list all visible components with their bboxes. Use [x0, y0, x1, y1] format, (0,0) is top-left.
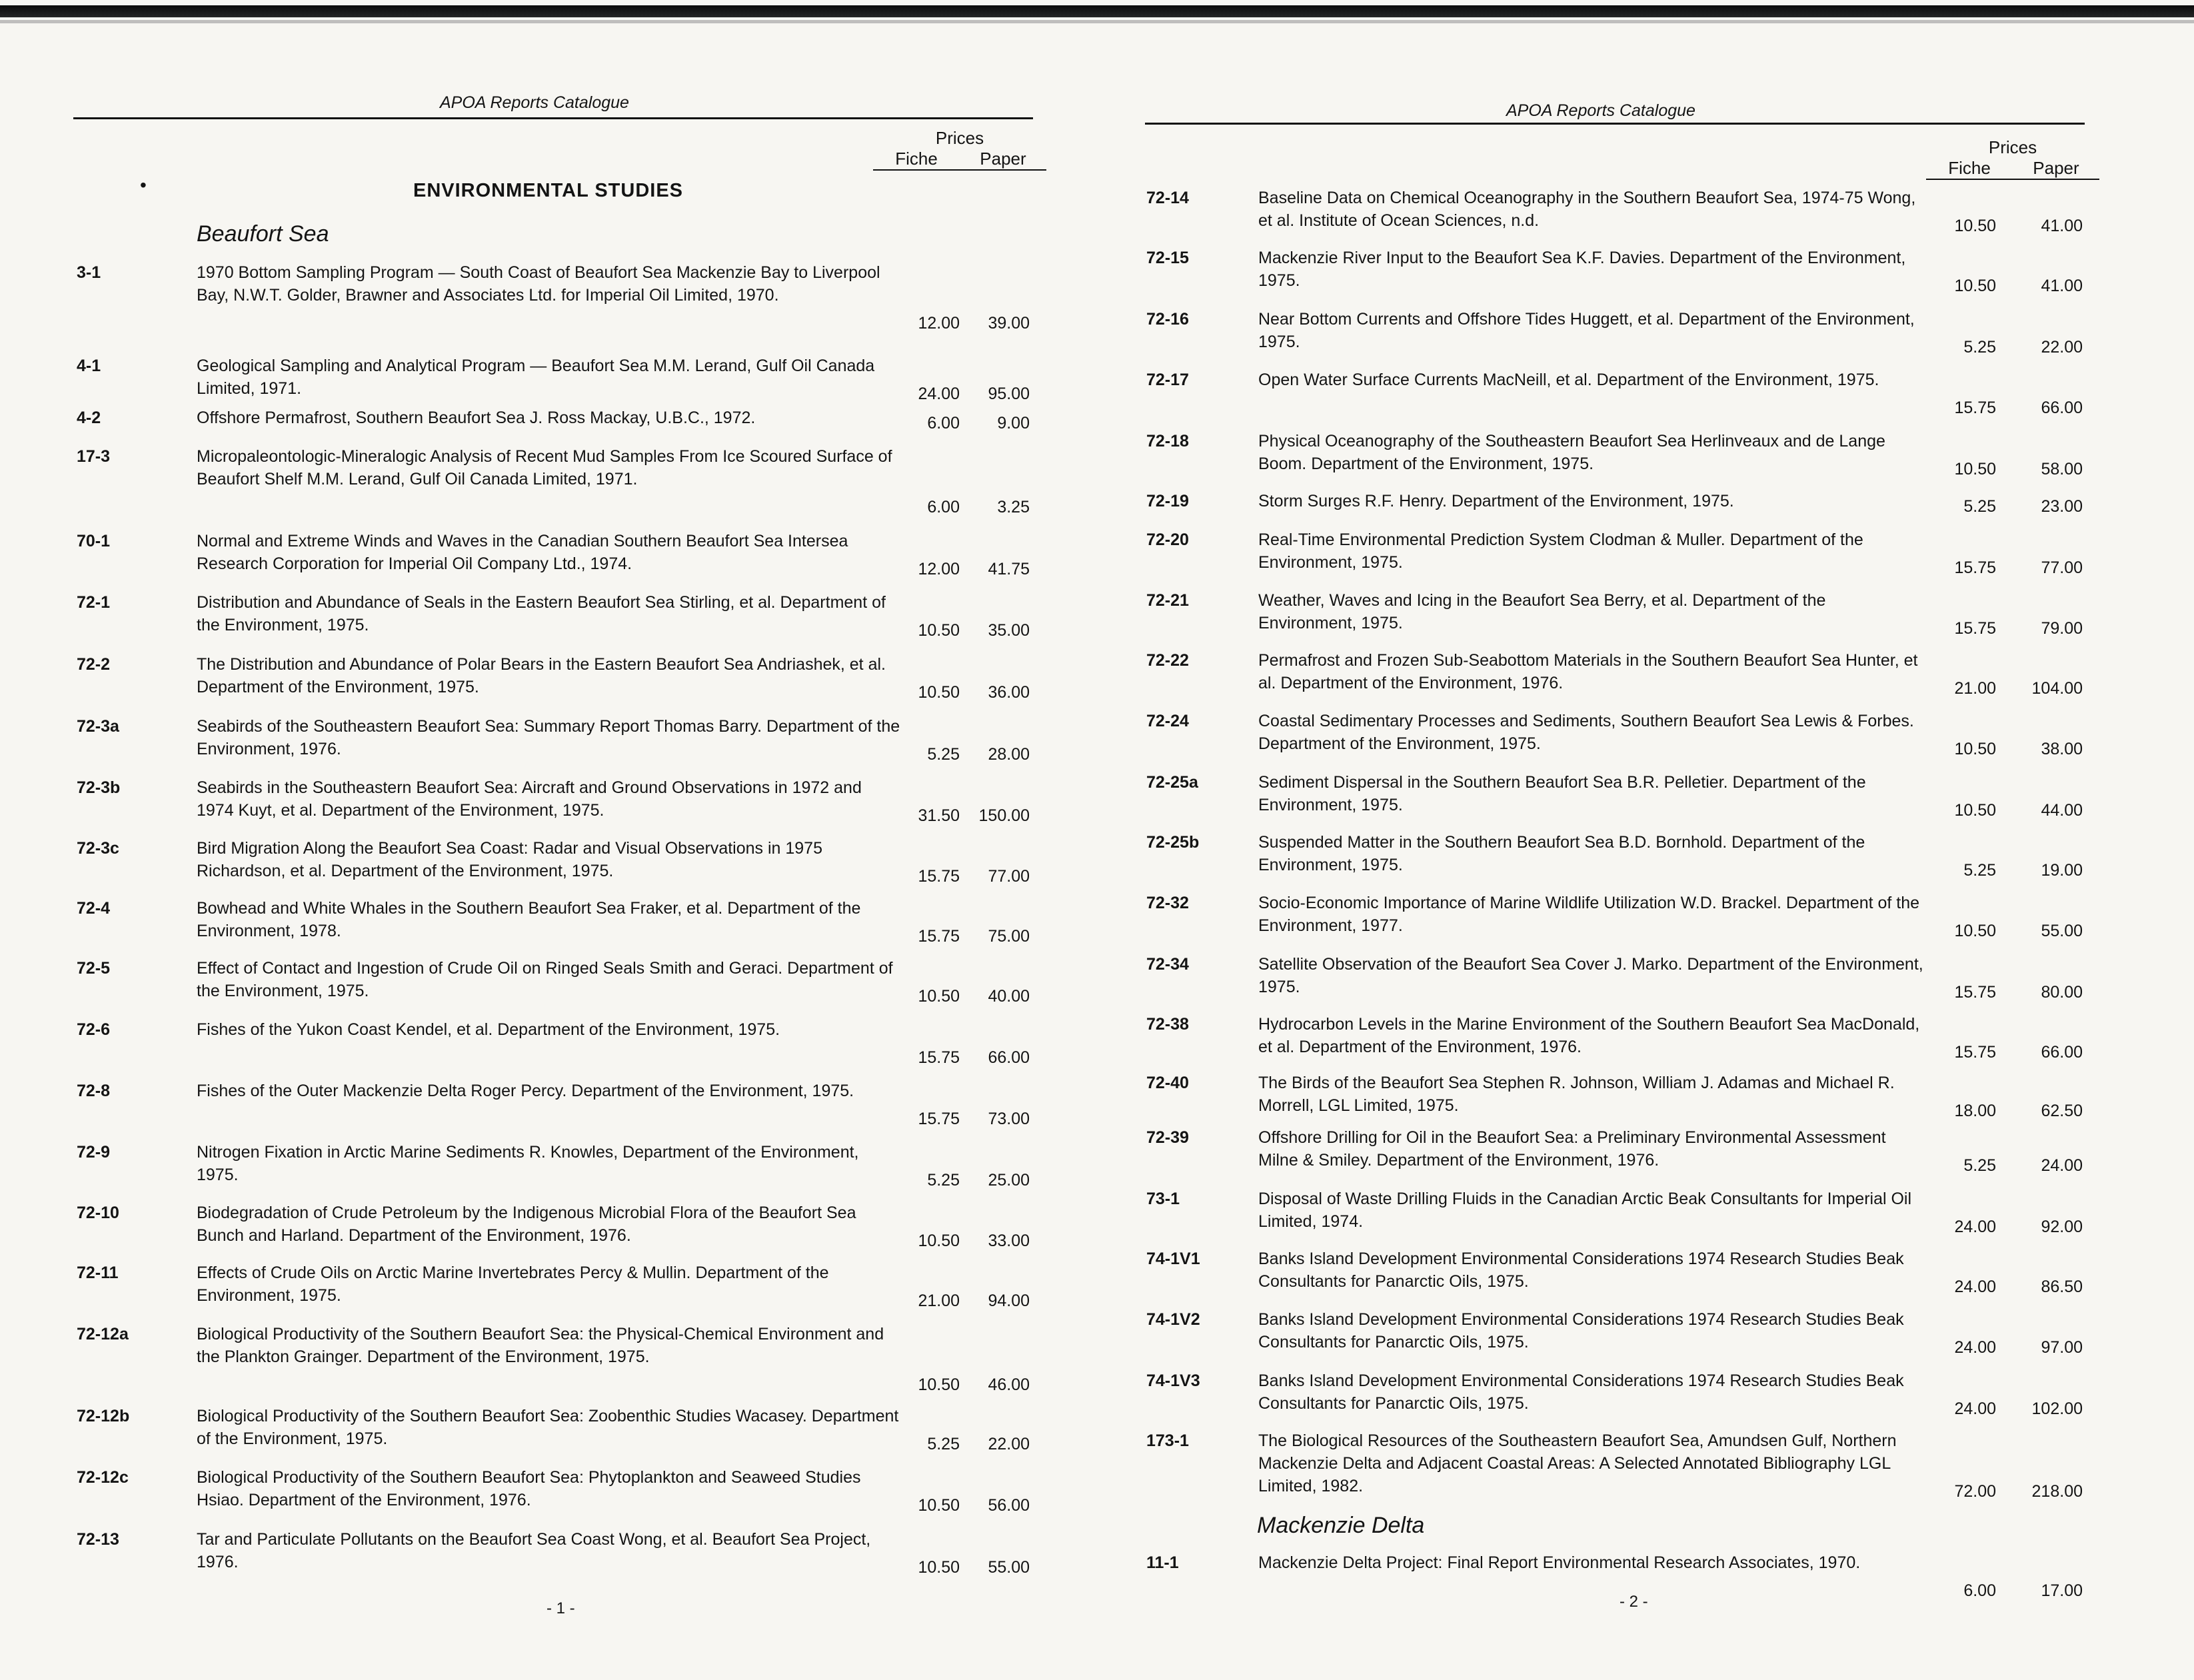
- fiche-price: 5.25: [927, 1435, 960, 1453]
- report-code: 17-3: [77, 447, 111, 466]
- report-title: Near Bottom Currents and Offshore Tides Huggett, et al. Department of the Environment, 1975.: [1258, 310, 1915, 351]
- fiche-price: 15.75: [918, 867, 960, 886]
- report-title: Weather, Waves and Icing in the Beaufort Sea Berry, et al. Department of the Environment, 1975.: [1258, 591, 1826, 632]
- report-code: 74-1V3: [1146, 1371, 1200, 1390]
- subsection-title: Beaufort Sea: [197, 221, 329, 247]
- prices-header: [873, 128, 1046, 171]
- fiche-price: 10.50: [918, 987, 960, 1006]
- report-code: 72-39: [1146, 1128, 1189, 1147]
- subsection-title: Mackenzie Delta: [1257, 1513, 1425, 1538]
- fiche-price: 24.00: [918, 385, 960, 403]
- report-code: 72-34: [1146, 955, 1189, 974]
- paper-price: 94.00: [988, 1291, 1030, 1310]
- fiche-price: 15.75: [1954, 983, 1996, 1002]
- report-code: 72-38: [1146, 1015, 1189, 1034]
- fiche-price: 10.50: [918, 1496, 960, 1515]
- report-title: Seabirds in the Southeastern Beaufort Sea: Aircraft and Ground Observations in 1972 and 1974 Kuyt, et al. Department of the Environment, 1975.: [197, 778, 862, 820]
- fiche-price: 10.50: [918, 621, 960, 640]
- report-code: 72-4: [77, 899, 111, 918]
- report-title: Coastal Sedimentary Processes and Sediments, Southern Beaufort Sea Lewis & Forbes. Department of the Environment, 1975.: [1258, 712, 1914, 753]
- report-code: 72-5: [77, 959, 111, 978]
- paper-price: 58.00: [2041, 460, 2083, 478]
- paper-price: 56.00: [988, 1496, 1030, 1515]
- report-title: Socio-Economic Importance of Marine Wildlife Utilization W.D. Brackel. Department of the Environment, 1977.: [1258, 894, 1920, 935]
- report-title: Baseline Data on Chemical Oceanography in the Southern Beaufort Sea, 1974-75 Wong, et al. Institute of Ocean Sciences, n.d.: [1258, 189, 1916, 230]
- fiche-price: 12.00: [918, 314, 960, 333]
- report-title: Bowhead and White Whales in the Southern Beaufort Sea Fraker, et al. Department of the Environment, 1978.: [197, 899, 861, 940]
- paper-price: 41.00: [2041, 217, 2083, 235]
- report-code: 72-2: [77, 655, 111, 674]
- fiche-price: 10.50: [918, 1558, 960, 1577]
- report-title: The Birds of the Beaufort Sea Stephen R. Johnson, William J. Adamas and Michael R. Morrell, LGL Limited, 1975.: [1258, 1074, 1895, 1115]
- report-title: Permafrost and Frozen Sub-Seabottom Materials in the Southern Beaufort Sea Hunter, et al. Department of the Environment, 1976.: [1258, 651, 1918, 692]
- fiche-price: 15.75: [1954, 399, 1996, 417]
- report-code: 72-22: [1146, 651, 1189, 670]
- paper-price: 24.00: [2041, 1156, 2083, 1175]
- report-title: Offshore Drilling for Oil in the Beaufort Sea: a Preliminary Environmental Assessment Milne & Smiley. Department of the Environment, 1976.: [1258, 1128, 1886, 1170]
- prices-label: Prices: [1988, 137, 2037, 157]
- fiche-price: 24.00: [1954, 1218, 1996, 1236]
- paper-price: 19.00: [2041, 861, 2083, 880]
- report-title: Distribution and Abundance of Seals in the Eastern Beaufort Sea Stirling, et al. Department of the Environment, 1975.: [197, 593, 886, 634]
- report-code: 72-1: [77, 593, 111, 612]
- report-code: 74-1V2: [1146, 1310, 1200, 1329]
- fiche-price: 6.00: [1963, 1581, 1996, 1600]
- report-code: 4-2: [77, 409, 101, 427]
- paper-price: 79.00: [2041, 619, 2083, 638]
- paper-price: 33.00: [988, 1232, 1030, 1250]
- report-title: Disposal of Waste Drilling Fluids in the Canadian Arctic Beak Consultants for Imperial Oil Limited, 1974.: [1258, 1190, 1912, 1231]
- fiche-price: 15.75: [1954, 619, 1996, 638]
- fiche-price: 15.75: [918, 927, 960, 946]
- paper-price: 28.00: [988, 745, 1030, 764]
- report-code: 72-17: [1146, 371, 1189, 389]
- fiche-price: 5.25: [1963, 497, 1996, 516]
- report-title: Biological Productivity of the Southern Beaufort Sea: Phytoplankton and Seaweed Studies Hsiao. Department of the Environment, 1976.: [197, 1468, 861, 1509]
- paper-price: 55.00: [988, 1558, 1030, 1577]
- report-title: Suspended Matter in the Southern Beaufort Sea B.D. Bornhold. Department of the Environment, 1975.: [1258, 833, 1865, 874]
- paper-price: 66.00: [988, 1048, 1030, 1067]
- header-rule: [73, 117, 1033, 119]
- paper-price: 95.00: [988, 385, 1030, 403]
- paper-price: 102.00: [2031, 1399, 2083, 1418]
- running-title: APOA Reports Catalogue: [1506, 101, 1695, 120]
- fiche-price: 5.25: [927, 1171, 960, 1190]
- report-code: 72-3a: [77, 717, 119, 736]
- paper-price: 41.00: [2041, 277, 2083, 295]
- report-code: 11-1: [1146, 1553, 1179, 1572]
- report-code: 173-1: [1146, 1431, 1189, 1450]
- report-title: Satellite Observation of the Beaufort Sea Cover J. Marko. Department of the Environment, 1975.: [1258, 955, 1923, 996]
- report-title: Real-Time Environmental Prediction System Clodman & Muller. Department of the Environment, 1975.: [1258, 530, 1863, 572]
- paper-price: 38.00: [2041, 740, 2083, 758]
- fiche-price: 15.75: [1954, 558, 1996, 577]
- report-code: 72-10: [77, 1204, 119, 1222]
- report-code: 72-40: [1146, 1074, 1189, 1092]
- report-title: Seabirds of the Southeastern Beaufort Sea: Summary Report Thomas Barry. Department of the Environment, 1976.: [197, 717, 900, 758]
- report-code: 72-24: [1146, 712, 1189, 730]
- report-title: 1970 Bottom Sampling Program — South Coast of Beaufort Sea Mackenzie Bay to Liverpool Bay, N.W.T. Golder, Brawner and Associates Ltd. for Imperial Oil Limited, 1970.: [197, 263, 880, 305]
- fiche-price: 10.50: [918, 1375, 960, 1394]
- running-title: APOA Reports Catalogue: [440, 93, 629, 112]
- report-code: 72-8: [77, 1082, 111, 1100]
- paper-price: 39.00: [988, 314, 1030, 333]
- report-title: Sediment Dispersal in the Southern Beaufort Sea B.R. Pelletier. Department of the Environment, 1975.: [1258, 773, 1866, 814]
- fiche-price: 24.00: [1954, 1399, 1996, 1418]
- scan-edge-line: [0, 20, 2194, 23]
- scan-edge-bar: [0, 5, 2194, 17]
- paper-price: 44.00: [2041, 801, 2083, 820]
- paper-price: 66.00: [2041, 399, 2083, 417]
- report-code: 70-1: [77, 532, 111, 550]
- section-title: ENVIRONMENTAL STUDIES: [413, 180, 684, 201]
- report-code: 4-1: [77, 357, 101, 375]
- report-title: Nitrogen Fixation in Arctic Marine Sediments R. Knowles, Department of the Environment, 1975.: [197, 1143, 859, 1184]
- fiche-price: 15.75: [918, 1048, 960, 1067]
- report-title: Mackenzie Delta Project: Final Report Environmental Research Associates, 1970.: [1258, 1553, 1861, 1572]
- fiche-price: 10.50: [1954, 277, 1996, 295]
- page-number: - 1 -: [547, 1599, 575, 1617]
- paper-price: 25.00: [988, 1171, 1030, 1190]
- paper-price: 22.00: [988, 1435, 1030, 1453]
- report-code: 72-15: [1146, 249, 1189, 267]
- paper-price: 3.25: [997, 498, 1030, 516]
- report-title: Biological Productivity of the Southern Beaufort Sea: the Physical-Chemical Environment and the Plankton Grainger. Department of the Environment, 1975.: [197, 1325, 884, 1366]
- report-code: 72-19: [1146, 492, 1189, 510]
- report-code: 72-32: [1146, 894, 1189, 912]
- report-title: Open Water Surface Currents MacNeill, et al. Department of the Environment, 1975.: [1258, 371, 1879, 389]
- paper-price: 40.00: [988, 987, 1030, 1006]
- paper-price: 80.00: [2041, 983, 2083, 1002]
- report-code: 72-25a: [1146, 773, 1198, 792]
- paper-price: 9.00: [997, 414, 1030, 432]
- report-code: 72-12b: [77, 1407, 130, 1425]
- paper-price: 218.00: [2031, 1482, 2083, 1501]
- page-number: - 2 -: [1620, 1593, 1648, 1611]
- report-code: 72-25b: [1146, 833, 1200, 852]
- paper-price: 35.00: [988, 621, 1030, 640]
- header-rule: [1145, 123, 2085, 125]
- scan-speck: •: [140, 175, 147, 195]
- fiche-price: 6.00: [927, 414, 960, 432]
- report-title: Fishes of the Yukon Coast Kendel, et al. Department of the Environment, 1975.: [197, 1020, 780, 1039]
- report-code: 72-9: [77, 1143, 111, 1162]
- report-title: The Biological Resources of the Southeastern Beaufort Sea, Amundsen Gulf, Northern Mackenzie Delta and Adjacent Coastal Areas: A Selected Annotated Bibliography LGL Limited, 1982.: [1258, 1431, 1897, 1495]
- paper-price: 23.00: [2041, 497, 2083, 516]
- fiche-price: 10.50: [1954, 740, 1996, 758]
- report-title: Geological Sampling and Analytical Program — Beaufort Sea M.M. Lerand, Gulf Oil Canada Limited, 1971.: [197, 357, 875, 398]
- paper-label: Paper: [980, 149, 1026, 169]
- fiche-price: 24.00: [1954, 1277, 1996, 1296]
- fiche-price: 21.00: [918, 1291, 960, 1310]
- report-title: Offshore Permafrost, Southern Beaufort Sea J. Ross Mackay, U.B.C., 1972.: [197, 409, 756, 427]
- fiche-price: 10.50: [918, 1232, 960, 1250]
- report-title: Banks Island Development Environmental Considerations 1974 Research Studies Beak Consultants for Panarctic Oils, 1975.: [1258, 1250, 1904, 1291]
- paper-price: 36.00: [988, 683, 1030, 702]
- fiche-price: 15.75: [1954, 1043, 1996, 1062]
- fiche-price: 5.25: [1963, 1156, 1996, 1175]
- paper-price: 17.00: [2041, 1581, 2083, 1600]
- report-code: 72-21: [1146, 591, 1189, 610]
- fiche-price: 5.25: [1963, 861, 1996, 880]
- prices-label: Prices: [935, 128, 984, 148]
- fiche-price: 5.25: [927, 745, 960, 764]
- fiche-price: 10.50: [1954, 460, 1996, 478]
- fiche-price: 10.50: [1954, 801, 1996, 820]
- report-title: Bird Migration Along the Beaufort Sea Coast: Radar and Visual Observations in 1975 Richardson, et al. Department of the Environment, 1975.: [197, 839, 822, 880]
- fiche-price: 18.00: [1954, 1102, 1996, 1120]
- report-code: 72-3c: [77, 839, 119, 858]
- report-code: 72-20: [1146, 530, 1189, 549]
- paper-price: 92.00: [2041, 1218, 2083, 1236]
- fiche-price: 15.75: [918, 1110, 960, 1128]
- paper-price: 77.00: [2041, 558, 2083, 577]
- report-code: 72-18: [1146, 432, 1189, 450]
- paper-price: 150.00: [978, 806, 1030, 825]
- fiche-price: 6.00: [927, 498, 960, 516]
- paper-price: 22.00: [2041, 338, 2083, 357]
- report-code: 73-1: [1146, 1190, 1180, 1208]
- report-title: Effects of Crude Oils on Arctic Marine Invertebrates Percy & Mullin. Department of the Environment, 1975.: [197, 1263, 829, 1305]
- report-code: 72-11: [77, 1263, 119, 1282]
- report-title: Storm Surges R.F. Henry. Department of the Environment, 1975.: [1258, 492, 1734, 510]
- report-title: The Distribution and Abundance of Polar Bears in the Eastern Beaufort Sea Andriashek, et al. Department of the Environment, 1975.: [197, 655, 886, 696]
- fiche-price: 5.25: [1963, 338, 1996, 357]
- prices-header: [1926, 137, 2099, 180]
- report-code: 72-14: [1146, 189, 1189, 207]
- report-title: Hydrocarbon Levels in the Marine Environment of the Southern Beaufort Sea MacDonald, et al. Department of the Environment, 1976.: [1258, 1015, 1920, 1056]
- paper-price: 73.00: [988, 1110, 1030, 1128]
- fiche-price: 31.50: [918, 806, 960, 825]
- fiche-label: Fiche: [895, 149, 938, 169]
- fiche-price: 12.00: [918, 560, 960, 578]
- fiche-label: Fiche: [1948, 158, 1991, 178]
- fiche-price: 21.00: [1954, 679, 1996, 698]
- report-title: Fishes of the Outer Mackenzie Delta Roger Percy. Department of the Environment, 1975.: [197, 1082, 854, 1100]
- fiche-price: 10.50: [1954, 217, 1996, 235]
- paper-price: 77.00: [988, 867, 1030, 886]
- paper-price: 55.00: [2041, 922, 2083, 940]
- report-title: Normal and Extreme Winds and Waves in the Canadian Southern Beaufort Sea Intersea Research Corporation for Imperial Oil Company Ltd., 1974.: [197, 532, 848, 573]
- fiche-price: 24.00: [1954, 1338, 1996, 1357]
- fiche-price: 10.50: [1954, 922, 1996, 940]
- report-code: 72-3b: [77, 778, 121, 797]
- report-code: 74-1V1: [1146, 1250, 1200, 1268]
- report-code: 72-12c: [77, 1468, 129, 1487]
- report-title: Banks Island Development Environmental Considerations 1974 Research Studies Beak Consultants for Panarctic Oils, 1975.: [1258, 1371, 1904, 1413]
- paper-price: 75.00: [988, 927, 1030, 946]
- report-title: Tar and Particulate Pollutants on the Beaufort Sea Coast Wong, et al. Beaufort Sea Project, 1976.: [197, 1530, 871, 1571]
- paper-price: 86.50: [2041, 1277, 2083, 1296]
- report-title: Biological Productivity of the Southern Beaufort Sea: Zoobenthic Studies Wacasey. Department of the Environment, 1975.: [197, 1407, 899, 1448]
- report-code: 72-6: [77, 1020, 111, 1039]
- report-title: Banks Island Development Environmental Considerations 1974 Research Studies Beak Consultants for Panarctic Oils, 1975.: [1258, 1310, 1904, 1351]
- report-code: 72-13: [77, 1530, 119, 1549]
- paper-price: 66.00: [2041, 1043, 2083, 1062]
- paper-price: 46.00: [988, 1375, 1030, 1394]
- paper-price: 62.50: [2041, 1102, 2083, 1120]
- paper-label: Paper: [2033, 158, 2079, 178]
- report-title: Mackenzie River Input to the Beaufort Sea K.F. Davies. Department of the Environment, 1975.: [1258, 249, 1906, 290]
- report-title: Micropaleontologic-Mineralogic Analysis of Recent Mud Samples From Ice Scoured Surface of Beaufort Shelf M.M. Lerand, Gulf Oil Canada Limited, 1971.: [197, 447, 892, 488]
- report-title: Biodegradation of Crude Petroleum by the Indigenous Microbial Flora of the Beaufort Sea Bunch and Harland. Department of the Environment, 1976.: [197, 1204, 856, 1245]
- report-title: Physical Oceanography of the Southeastern Beaufort Sea Herlinveaux and de Lange Boom. Department of the Environment, 1975.: [1258, 432, 1885, 473]
- report-code: 72-16: [1146, 310, 1189, 329]
- fiche-price: 10.50: [918, 683, 960, 702]
- paper-price: 104.00: [2031, 679, 2083, 698]
- paper-price: 97.00: [2041, 1338, 2083, 1357]
- fiche-price: 72.00: [1954, 1482, 1996, 1501]
- report-title: Effect of Contact and Ingestion of Crude Oil on Ringed Seals Smith and Geraci. Department of the Environment, 1975.: [197, 959, 893, 1000]
- report-code: 3-1: [77, 263, 101, 282]
- report-code: 72-12a: [77, 1325, 129, 1343]
- paper-price: 41.75: [988, 560, 1030, 578]
